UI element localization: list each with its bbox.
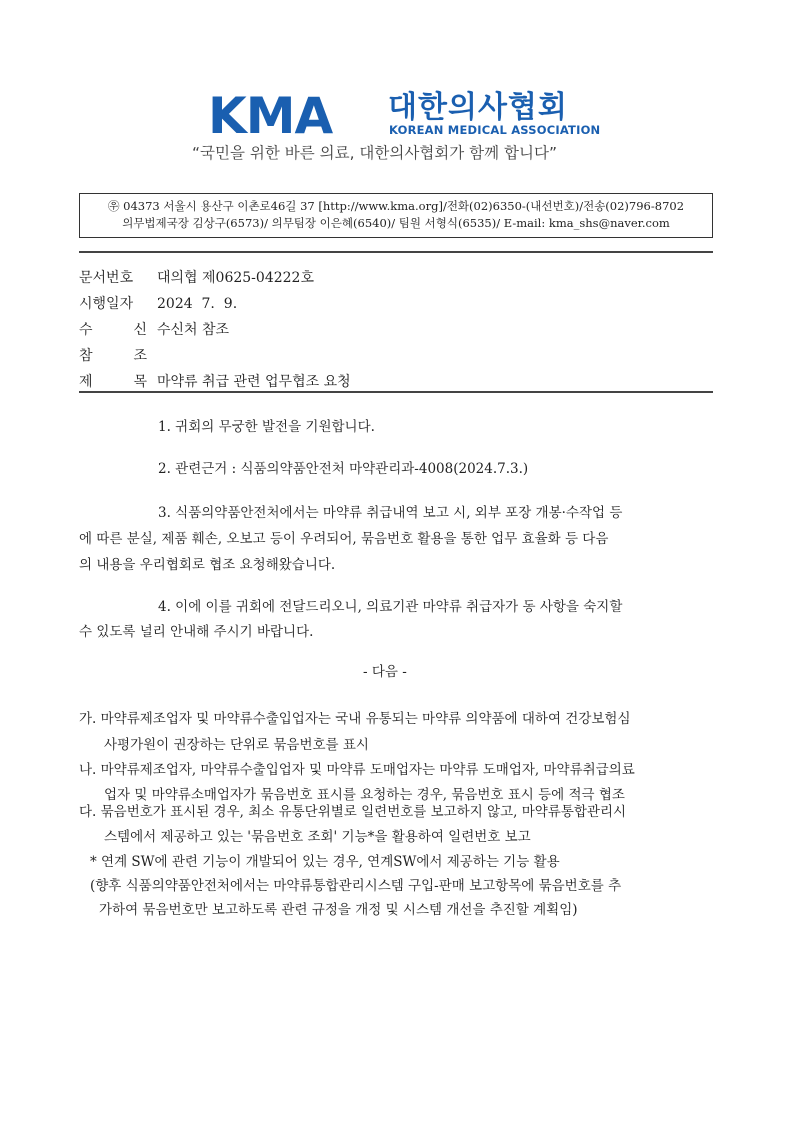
issue-date-label: 시행일자: [79, 296, 134, 312]
item-na-line-1: 나. 마약류제조업자, 마약류수출입업자 및 마약류 도매업자는 마약류 도매업자, 마약류취급의료: [79, 762, 635, 778]
footnote-note: * 연계 SW에 관련 기능이 개발되어 있는 경우, 연계SW에서 제공하는 기능 활용: [90, 854, 560, 870]
paragraph-1: 1. 귀회의 무궁한 발전을 기원합니다.: [158, 419, 375, 435]
paragraph-4-line-2: 수 있도록 널리 안내해 주시기 바랍니다.: [79, 624, 314, 640]
recipient-value: 수신처 참조: [157, 322, 230, 338]
address-line-2: 의무법제국장 김상구(6573)/ 의무팀장 이은혜(6540)/ 팀원 서형식(6535)/ E-mail: kma_shs@naver.com: [122, 216, 670, 230]
plan-line-2: 가하여 묶음번호만 보고하도록 관련 규정을 개정 및 시스템 개선을 추진할 계획임): [99, 902, 578, 918]
item-ga-line-1: 가. 마약류제조업자 및 마약류수출입업자는 국내 유통되는 마약류 의약품에 대하여 건강보험심: [79, 711, 631, 727]
slogan: “국민을 위한 바른 의료, 대한의사협회가 함께 합니다”: [192, 144, 557, 162]
address-box: [79, 193, 713, 238]
meta-divider: [79, 391, 713, 393]
paragraph-3-line-3: 의 내용을 우리협회로 협조 요청해왔습니다.: [79, 557, 336, 573]
subject-label: 제 목: [79, 374, 147, 390]
item-ga-line-2: 사평가원이 권장하는 단위로 묶음번호를 표시: [104, 737, 369, 753]
recipient-row: [79, 320, 229, 340]
header-divider: [79, 251, 713, 253]
doc-number-row: [79, 268, 314, 288]
paragraph-3-line-1: 3. 식품의약품안전처에서는 마약류 취급내역 보고 시, 외부 포장 개봉·수작업 등: [158, 505, 623, 521]
plan-line-1: (향후 식품의약품안전처에서는 마약류통합관리시스템 구입-판매 보고항목에 묶음번호를 추: [90, 878, 622, 894]
subject-value: 마약류 취급 관련 업무협조 요청: [157, 374, 351, 390]
issue-date-row: [79, 294, 237, 314]
subject-row: [79, 372, 351, 392]
paragraph-2: 2. 관련근거 : 식품의약품안전처 마약관리과-4008(2024.7.3.): [158, 461, 529, 477]
kma-logo-name-ko: 대한의사협회: [388, 90, 568, 125]
item-na-line-2: 업자 및 마약류소매업자가 묶음번호 표시를 요청하는 경우, 묶음번호 표시 등에 적극 협조: [104, 787, 625, 803]
item-da-line-1: 다. 묶음번호가 표시된 경우, 최소 유통단위별로 일련번호를 보고하지 않고, 마약류통합관리시: [79, 804, 627, 820]
kma-logo-name-en: KOREAN MEDICAL ASSOCIATION: [389, 123, 601, 137]
doc-number-value: 대의협 제0625-04222호: [157, 270, 314, 286]
reference-label: 참 조: [79, 348, 147, 364]
doc-number-label: 문서번호: [79, 270, 134, 286]
address-line-1: ㉾ 04373 서울시 용산구 이촌로46길 37 [http://www.kma.org]/전화(02)6350-(내선번호)/전송(02)796-8702: [107, 199, 685, 213]
kma-logo-mark: KMA: [208, 87, 333, 145]
item-da-line-2: 스템에서 제공하고 있는 '묶음번호 조회' 기능*을 활용하여 일련번호 보고: [104, 829, 531, 845]
recipient-label: 수 신: [79, 322, 147, 338]
paragraph-4-line-1: 4. 이에 이를 귀회에 전달드리오니, 의료기관 마약류 취급자가 동 사항을 숙지할: [158, 599, 623, 615]
paragraph-3-line-2: 에 따른 분실, 제품 훼손, 오보고 등이 우려되어, 묶음번호 활용을 통한 업무 효율화 등 다음: [79, 531, 609, 547]
reference-row: [79, 346, 157, 366]
next-heading: - 다음 -: [363, 664, 407, 680]
issue-date-value: 2024 7. 9.: [157, 296, 238, 312]
